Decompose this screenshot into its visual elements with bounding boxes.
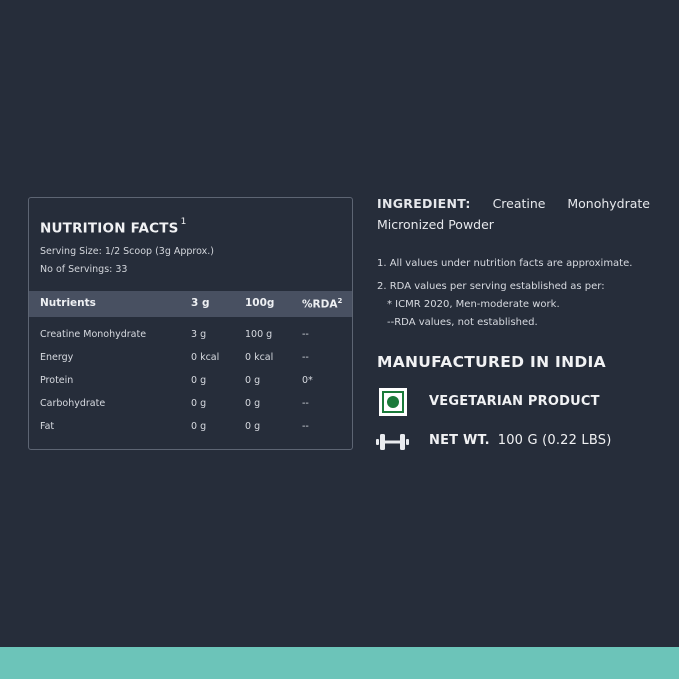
rda-footnote: 2 [337, 297, 343, 305]
manufactured-in-india: MANUFACTURED IN INDIA [377, 353, 606, 371]
accent-strip [0, 647, 679, 679]
note-2: 2. RDA values per serving established as per: [377, 281, 605, 292]
nutrition-facts-title: NUTRITION FACTS $^1$ [40, 217, 187, 237]
header-nutrients: Nutrients [40, 297, 96, 309]
net-weight [429, 433, 612, 448]
dumbbell-icon [376, 433, 409, 451]
note-1: 1. All values under nutrition facts are approximate. [377, 258, 633, 269]
note-2-star: * ICMR 2020, Men-moderate work. [387, 299, 560, 310]
ingredient-text [377, 193, 650, 235]
serving-size: Serving Size: 1/2 Scoop (3g Approx.) [40, 246, 214, 257]
net-weight-value: 100 G (0.22 LBS) [497, 433, 612, 448]
header-per-100g: 100g [245, 297, 275, 309]
note-2-dash: --RDA values, not established. [387, 317, 538, 328]
table-header [29, 291, 352, 317]
veg-mark-icon [379, 388, 407, 416]
title-footnote: 1 [180, 217, 187, 227]
header-rda: %RDA$^2$ [302, 297, 343, 311]
ingredient-line1: Creatine Monohydrate [492, 196, 650, 211]
header-per-serving: 3 g [191, 297, 210, 309]
nutrition-facts-card: NUTRITION FACTS $^1$ Serving Size: 1/2 Scoop (3g Approx.) No of Servings: 33 Nutrients 3 g 100g %RDA$^2$ Creatine Monohydrate 3 g 100 g -- Energy 0 kcal 0 kcal -- Protein 0 g 0 g 0* Carbohydrate 0 g 0 g -- Fat 0 g 0 g -- [28, 197, 353, 450]
ingredient-line2: Micronized Powder [377, 217, 494, 232]
servings-count: No of Servings: 33 [40, 264, 128, 275]
ingredient-label: INGREDIENT: [377, 196, 471, 211]
net-weight-label: NET WT. [429, 433, 490, 448]
vegetarian-label: VEGETARIAN PRODUCT [429, 394, 600, 409]
